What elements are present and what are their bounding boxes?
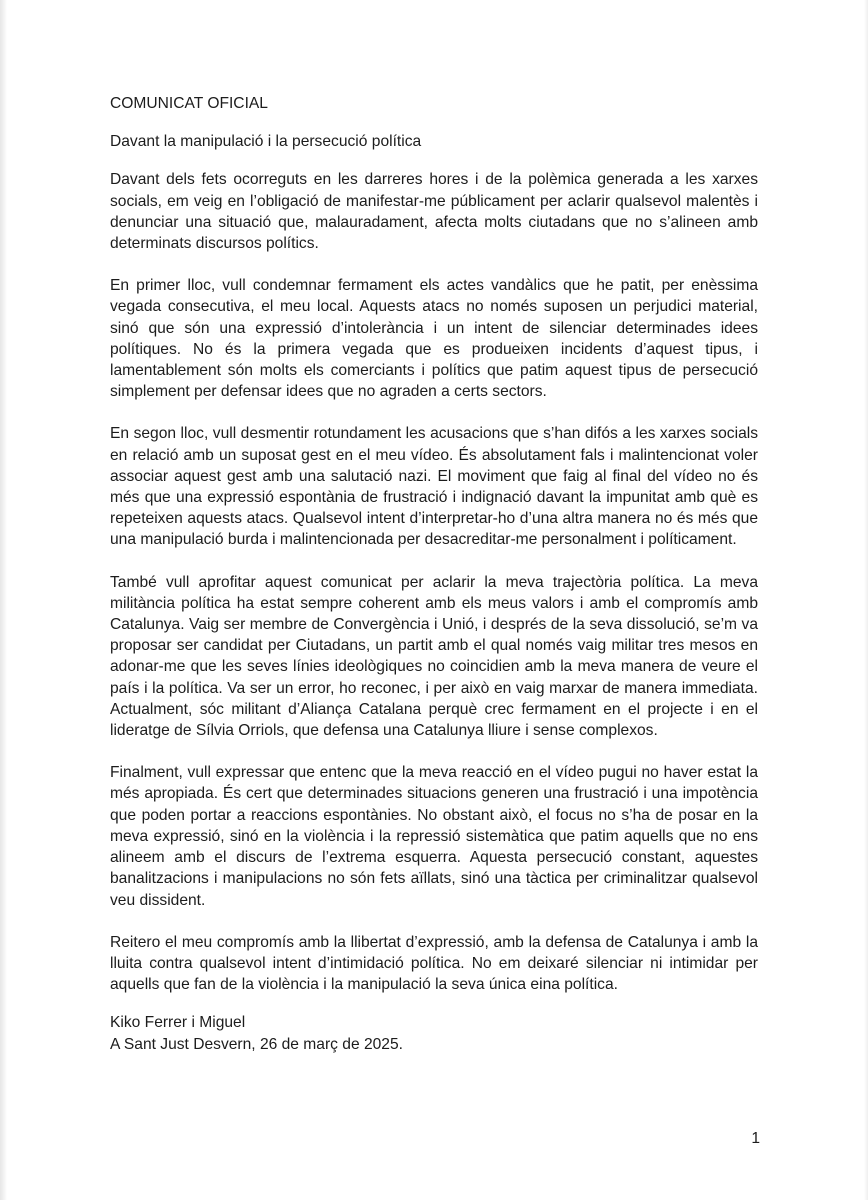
paragraph-vandalism: En primer lloc, vull condemnar fermament els actes vandàlics que he patit, per enèssima vegada consecutiva, el meu local. Aquests atacs no només suposen un perjudici material, sinó que són una expressió d’intolerància i un intent de silenciar determinades idees polítiques. No és la primera vegada que es produeixen incidents d’aquest tipus, i lamentablement són molts els comerciants i polítics que patim aquest tipus de persecució simplement per defensar idees que no agraden a certs sectors.: [110, 277, 758, 401]
signature-name: Kiko Ferrer i Miguel: [110, 1014, 246, 1032]
paragraph-intro: Davant dels fets ocorreguts en les darreres hores i de la polèmica generada a les xarxes socials, em veig en l’obligació de manifestar-me públicament per aclarir qualsevol malentès i denunciar una situació que, malauradament, afecta molts ciutadans que no s’alineen amb determinats discursos polítics.: [110, 171, 758, 253]
document-body: [110, 93, 758, 1055]
page-number: 1: [751, 1130, 760, 1147]
document-subtitle: Davant la manipulació i la persecució política: [110, 133, 422, 151]
signature-block: [110, 1012, 758, 1054]
document-title: COMUNICAT OFICIAL: [110, 95, 268, 112]
paragraph-political-trajectory: També vull aprofitar aquest comunicat per aclarir la meva trajectòria política. La meva militància política ha estat sempre coherent amb els meus valors i amb el compromís amb Catalunya. Vaig ser membre de Convergència i Unió, i després de la seva dissolució, se’m va proposar ser candidat per Ciutadans, un partit amb el qual només vaig militar tres mesos en adonar-me que les seves línies ideològiques no coincidien amb la meva manera de veure el país i la política. Va ser un error, ho reconec, i per això en vaig marxar de manera immediata. Actualment, sóc militant d’Aliança Catalana perquè crec fermament en el projecte i en el lideratge de Sílvia Orriols, que defensa una Catalunya lliure i sense complexos.: [110, 573, 758, 740]
page-left-edge-shadow: [0, 0, 7, 1200]
signature-place-date: A Sant Just Desvern, 26 de març de 2025.: [110, 1035, 403, 1053]
page-right-edge-shadow: [864, 0, 868, 1200]
paragraph-closing: Reitero el meu compromís amb la llibertat d’expressió, amb la defensa de Catalunya i amb la lluita contra qualsevol intent d’intimidació política. No em deixaré silenciar ni intimidar per aquells que fan de la violència i la manipulació la seva única eina política.: [110, 933, 758, 994]
paragraph-denial: En segon lloc, vull desmentir rotundament les acusacions que s’han difós a les xarxes socials en relació amb un suposat gest en el meu vídeo. És absolutament fals i malintencionat voler associar aquest gest amb una salutació nazi. El moviment que faig al final del vídeo no és més que una expressió espontània de frustració i indignació davant la impunitat amb què es repeteixen aquests atacs. Qualsevol intent d’interpretar-ho d’una altra manera no és més que una manipulació burda i malintencionada per desacreditar-me personalment i políticament.: [110, 425, 758, 549]
paragraph-reaction: Finalment, vull expressar que entenc que la meva reacció en el vídeo pugui no haver estat la més apropiada. És cert que determinades situacions generen una frustració i una impotència que poden portar a reaccions espontànies. No obstant això, el focus no s’ha de posar en la meva expressió, sinó en la violència i la repressió sistemàtica que patim aquells que no ens alineem amb el discurs de l’extrema esquerra. Aquesta persecució constant, aquestes banalitzacions i manipulacions no són fets aïllats, sinó una tàctica per criminalitzar qualsevol veu dissident.: [110, 764, 758, 909]
